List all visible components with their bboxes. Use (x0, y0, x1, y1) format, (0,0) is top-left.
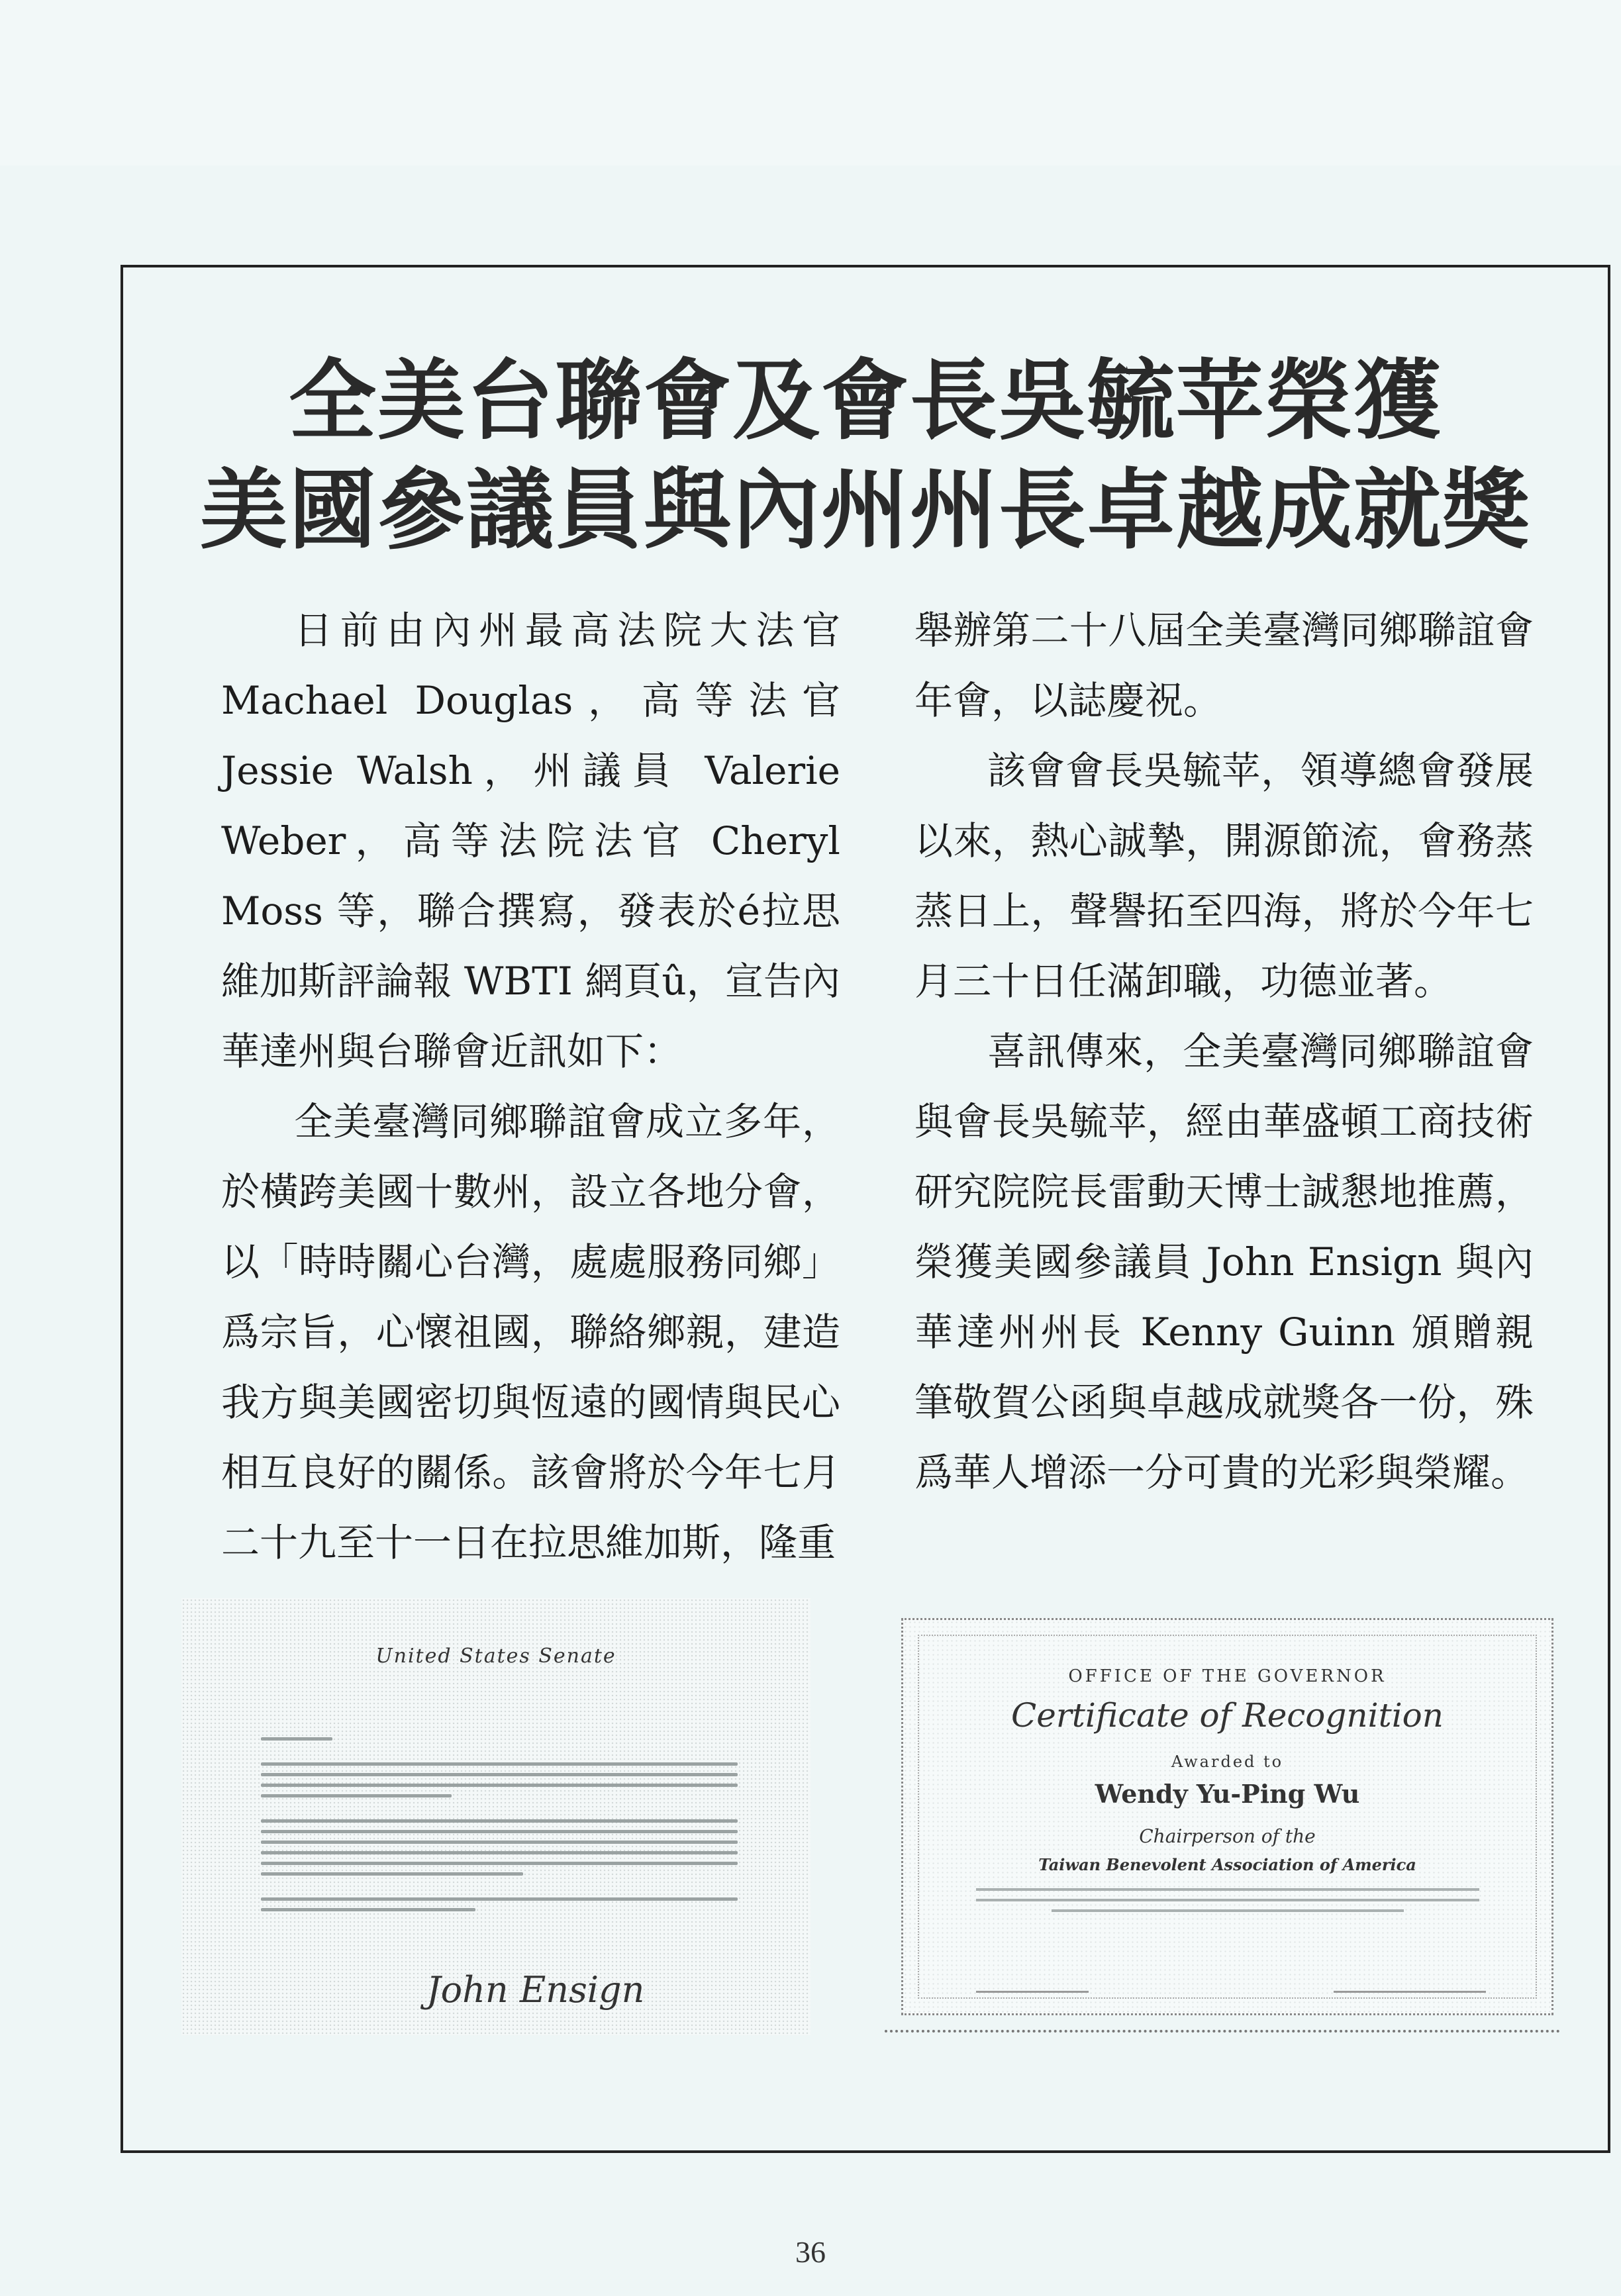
certificate-recipient: Wendy Yu-Ping Wu (1095, 1779, 1360, 1809)
article-column-right (914, 595, 1534, 1507)
page-number: 36 (795, 2235, 826, 2269)
paragraph-1: 日前由內州最高法院大法官 Machael Douglas，高等法官 Jessie Walsh，州議員 Valerie Weber，高等法院法官 Cheryl Moss 等，聯合撰寫，發表於é拉思維加斯評論報 WBTI 網頁û，宣告內華達州與台聯會近訊如下： (221, 608, 840, 1074)
senate-letterhead: United States Senate (375, 1645, 616, 1668)
letter-body-lines (261, 1737, 738, 1919)
certificate-signature-line (1334, 1991, 1486, 1993)
certificate-border (918, 1635, 1537, 1999)
certificate-name: Certificate of Recognition (1010, 1696, 1444, 1735)
dotted-rule (885, 2030, 1560, 2035)
paragraph-2: 全美臺灣同鄉聯誼會成立多年，於橫跨美國十數州，設立各地分會，以「時時關心台灣，處處服務同鄉」爲宗旨，心懷祖國，聯絡鄉親，建造我方與美國密切與恆遠的國情與民心相互良好的關係。該會將於今年七月二十九至十一日在拉思維加斯，隆重 (221, 1099, 840, 1565)
article-frame (121, 265, 1610, 2153)
paragraph-4: 喜訊傳來，全美臺灣同鄉聯誼會與會長吳毓苹，經由華盛頓工商技術研究院院長雷動天博士誠懇地推薦，榮獲美國參議員 John Ensign 與內華達州州長 Kenny Guinn 頒贈親筆敬賀公函與卓越成就獎各一份，殊爲華人增添一分可貴的光彩與榮耀。 (914, 1029, 1534, 1495)
paragraph-2-continued: 舉辦第二十八屆全美臺灣同鄉聯誼會年會，以誌慶祝。 (914, 608, 1534, 723)
certificate-date-line (976, 1991, 1089, 1993)
governor-certificate-image (901, 1618, 1553, 2015)
certificate-office: OFFICE OF THE GOVERNOR (1068, 1666, 1387, 1686)
headline-line-1: 全美台聯會及會長吳毓苹榮獲 (289, 350, 1442, 452)
senate-letter-image (181, 1598, 810, 2035)
headline-line-2: 美國參議員與內州州長卓越成就獎 (200, 459, 1531, 561)
paragraph-3: 該會會長吳毓苹，領導總會發展以來，熱心誠摯，開源節流，會務蒸蒸日上，聲譽拓至四海，將於今年七月三十日任滿卸職，功德並著。 (914, 748, 1534, 1004)
certificate-role: Chairperson of the (1139, 1825, 1316, 1847)
senator-signature: John Ensign (426, 1969, 645, 2011)
scan-margin (0, 0, 1621, 166)
article-column-left (221, 595, 840, 1578)
certificate-body-lines (976, 1888, 1479, 1920)
certificate-awarded-to: Awarded to (1171, 1752, 1284, 1771)
certificate-association: Taiwan Benevolent Association of America (1038, 1855, 1416, 1874)
